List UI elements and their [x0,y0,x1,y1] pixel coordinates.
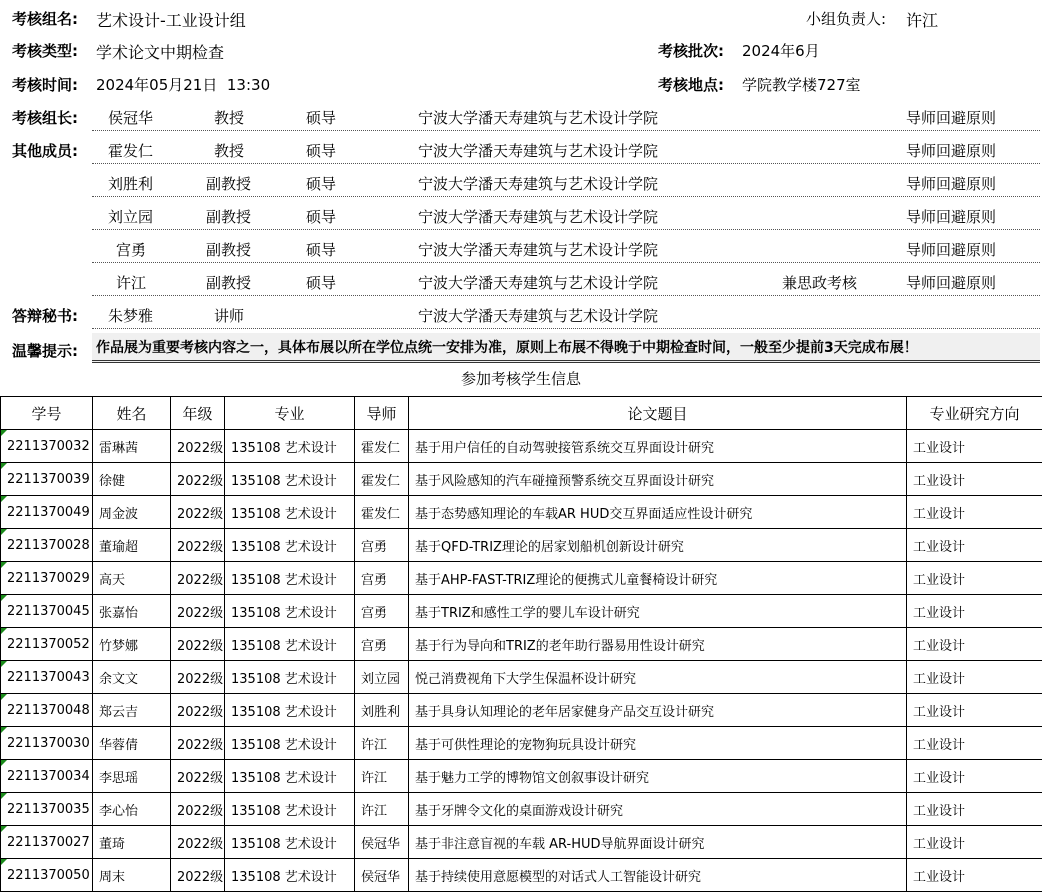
student-advisor: 霍发仁 [355,430,409,463]
leader-label: 小组负责人: [806,10,887,28]
student-grade: 2022级 [171,826,225,859]
committee-org: 宁波大学潘天寿建筑与艺术设计学院 [418,142,659,160]
student-major: 135108 艺术设计 [225,826,355,859]
student-grade: 2022级 [171,760,225,793]
type-label: 考核类型: [12,42,78,60]
batch-label: 考核批次: [658,42,724,60]
committee-type: 硕导 [306,274,337,292]
student-id: 2211370035 [1,793,93,826]
committee-role: 其他成员: [12,142,78,160]
type-value: 学术论文中期检查 [96,43,225,62]
committee-org: 宁波大学潘天寿建筑与艺术设计学院 [418,109,659,127]
student-advisor: 侯冠华 [355,826,409,859]
student-id: 2211370050 [1,859,93,892]
thesis-title: 基于行为导向和TRIZ的老年助行器易用性设计研究 [409,628,907,661]
time-value: 2024年05月21日 13:30 [96,76,271,94]
research-direction: 工业设计 [907,661,1042,694]
student-id: 2211370027 [1,826,93,859]
student-grade: 2022级 [171,529,225,562]
committee-role: 答辩秘书: [12,307,78,325]
research-direction: 工业设计 [907,595,1042,628]
tip-label: 温馨提示: [12,342,78,360]
committee-type: 硕导 [306,142,337,160]
table-row [1,562,1042,595]
student-advisor: 宫勇 [355,595,409,628]
table-row [1,529,1042,562]
row-divider [92,196,1040,197]
committee-note: 兼思政考核 [782,274,858,292]
students-title: 参加考核学生信息 [460,370,581,388]
thesis-title: 基于QFD-TRIZ理论的居家划船机创新设计研究 [409,529,907,562]
student-grade: 2022级 [171,694,225,727]
student-grade: 2022级 [171,463,225,496]
committee-org: 宁波大学潘天寿建筑与艺术设计学院 [418,307,659,325]
committee-rule: 导师回避原则 [906,109,997,127]
committee-name: 朱梦雅 [108,307,154,325]
leader-value: 许江 [906,11,939,30]
col-header-name: 姓名 [93,397,171,430]
student-name: 郑云吉 [93,694,171,727]
row-divider [92,130,1040,131]
thesis-title: 基于非注意盲视的车载 AR-HUD导航界面设计研究 [409,826,907,859]
committee-title: 教授 [214,109,245,127]
student-advisor: 侯冠华 [355,859,409,892]
student-advisor: 宫勇 [355,628,409,661]
student-name: 徐健 [93,463,171,496]
student-grade: 2022级 [171,430,225,463]
student-grade: 2022级 [171,661,225,694]
research-direction: 工业设计 [907,430,1042,463]
student-id: 2211370028 [1,529,93,562]
student-advisor: 刘胜利 [355,694,409,727]
table-row [1,496,1042,529]
thesis-title: 基于风险感知的汽车碰撞预警系统交互界面设计研究 [409,463,907,496]
committee-type: 硕导 [306,109,337,127]
table-row [1,628,1042,661]
committee-rule: 导师回避原则 [906,175,997,193]
students-table [0,396,1042,892]
research-direction: 工业设计 [907,793,1042,826]
thesis-title: 基于态势感知理论的车载AR HUD交互界面适应性设计研究 [409,496,907,529]
student-grade: 2022级 [171,727,225,760]
student-name: 余文文 [93,661,171,694]
student-name: 高天 [93,562,171,595]
committee-name: 霍发仁 [108,142,154,160]
research-direction: 工业设计 [907,529,1042,562]
committee-rule: 导师回避原则 [906,208,997,226]
student-major: 135108 艺术设计 [225,760,355,793]
student-major: 135108 艺术设计 [225,661,355,694]
committee-title: 教授 [214,142,245,160]
committee-rule: 导师回避原则 [906,142,997,160]
student-advisor: 许江 [355,760,409,793]
table-row [1,661,1042,694]
row-divider [92,328,1040,329]
col-header-direction: 专业研究方向 [907,397,1042,430]
student-major: 135108 艺术设计 [225,595,355,628]
group-value: 艺术设计-工业设计组 [96,11,246,30]
thesis-title: 基于用户信任的自动驾驶接管系统交互界面设计研究 [409,430,907,463]
student-name: 华蓉倩 [93,727,171,760]
committee-org: 宁波大学潘天寿建筑与艺术设计学院 [418,208,659,226]
student-id: 2211370052 [1,628,93,661]
student-advisor: 霍发仁 [355,463,409,496]
table-row [1,727,1042,760]
student-major: 135108 艺术设计 [225,496,355,529]
research-direction: 工业设计 [907,694,1042,727]
committee-org: 宁波大学潘天寿建筑与艺术设计学院 [418,274,659,292]
student-name: 李心怡 [93,793,171,826]
student-grade: 2022级 [171,793,225,826]
student-name: 雷琳茜 [93,430,171,463]
student-advisor: 许江 [355,793,409,826]
student-id: 2211370049 [1,496,93,529]
student-advisor: 霍发仁 [355,496,409,529]
student-advisor: 许江 [355,727,409,760]
committee-org: 宁波大学潘天寿建筑与艺术设计学院 [418,175,659,193]
research-direction: 工业设计 [907,727,1042,760]
research-direction: 工业设计 [907,562,1042,595]
student-major: 135108 艺术设计 [225,529,355,562]
student-advisor: 宫勇 [355,529,409,562]
committee-name: 刘胜利 [108,175,154,193]
thesis-title: 基于魅力工学的博物馆文创叙事设计研究 [409,760,907,793]
table-row [1,463,1042,496]
student-major: 135108 艺术设计 [225,859,355,892]
committee-title: 副教授 [206,274,252,292]
committee-name: 宫勇 [116,241,147,259]
student-major: 135108 艺术设计 [225,628,355,661]
thesis-title: 基于持续使用意愿模型的对话式人工智能设计研究 [409,859,907,892]
batch-value: 2024年6月 [742,42,820,60]
student-advisor: 宫勇 [355,562,409,595]
committee-name: 刘立园 [108,208,154,226]
research-direction: 工业设计 [907,859,1042,892]
research-direction: 工业设计 [907,628,1042,661]
student-id: 2211370029 [1,562,93,595]
table-row [1,694,1042,727]
research-direction: 工业设计 [907,463,1042,496]
student-name: 周金波 [93,496,171,529]
committee-title: 副教授 [206,241,252,259]
student-major: 135108 艺术设计 [225,463,355,496]
committee-role: 考核组长: [12,109,78,127]
student-id: 2211370048 [1,694,93,727]
table-row [1,826,1042,859]
thesis-title: 基于可供性理论的宠物狗玩具设计研究 [409,727,907,760]
student-grade: 2022级 [171,859,225,892]
student-name: 李思瑶 [93,760,171,793]
student-name: 竹梦娜 [93,628,171,661]
student-name: 董瑜超 [93,529,171,562]
student-grade: 2022级 [171,496,225,529]
table-row [1,595,1042,628]
thesis-title: 基于牙牌令文化的桌面游戏设计研究 [409,793,907,826]
row-divider [92,262,1040,263]
place-value: 学院教学楼727室 [742,76,861,94]
table-row [1,430,1042,463]
student-name: 董琦 [93,826,171,859]
committee-rule: 导师回避原则 [906,274,997,292]
table-header-row [1,397,1042,430]
research-direction: 工业设计 [907,760,1042,793]
student-name: 周末 [93,859,171,892]
col-header-major: 专业 [225,397,355,430]
row-divider [92,163,1040,164]
col-header-advisor: 导师 [355,397,409,430]
student-id: 2211370043 [1,661,93,694]
committee-type: 硕导 [306,241,337,259]
student-id: 2211370032 [1,430,93,463]
committee-name: 侯冠华 [108,109,154,127]
row-divider [92,229,1040,230]
col-header-grade: 年级 [171,397,225,430]
col-header-id: 学号 [1,397,93,430]
committee-title: 讲师 [214,307,245,325]
row-divider [92,295,1040,296]
student-id: 2211370030 [1,727,93,760]
research-direction: 工业设计 [907,496,1042,529]
tip-text: 作品展为重要考核内容之一，具体布展以所在学位点统一安排为准，原则上布展不得晚于中期检查时间，一般至少提前3天完成布展！ [92,333,1040,363]
student-grade: 2022级 [171,562,225,595]
thesis-title: 基于TRIZ和感性工学的婴儿车设计研究 [409,595,907,628]
student-major: 135108 艺术设计 [225,430,355,463]
student-major: 135108 艺术设计 [225,793,355,826]
student-id: 2211370039 [1,463,93,496]
student-grade: 2022级 [171,628,225,661]
student-id: 2211370045 [1,595,93,628]
committee-org: 宁波大学潘天寿建筑与艺术设计学院 [418,241,659,259]
thesis-title: 基于具身认知理论的老年居家健身产品交互设计研究 [409,694,907,727]
research-direction: 工业设计 [907,826,1042,859]
student-id: 2211370034 [1,760,93,793]
place-label: 考核地点: [658,76,724,94]
group-label: 考核组名: [12,10,78,28]
student-major: 135108 艺术设计 [225,694,355,727]
col-header-thesis: 论文题目 [409,397,907,430]
table-row [1,793,1042,826]
committee-rule: 导师回避原则 [906,241,997,259]
student-major: 135108 艺术设计 [225,727,355,760]
committee-type: 硕导 [306,175,337,193]
thesis-title: 悦己消费视角下大学生保温杯设计研究 [409,661,907,694]
table-row [1,859,1042,892]
thesis-title: 基于AHP-FAST-TRIZ理论的便携式儿童餐椅设计研究 [409,562,907,595]
student-major: 135108 艺术设计 [225,562,355,595]
committee-title: 副教授 [206,175,252,193]
committee-name: 许江 [116,274,147,292]
student-name: 张嘉怡 [93,595,171,628]
table-row [1,760,1042,793]
committee-title: 副教授 [206,208,252,226]
student-advisor: 刘立园 [355,661,409,694]
time-label: 考核时间: [12,76,78,94]
student-grade: 2022级 [171,595,225,628]
committee-type: 硕导 [306,208,337,226]
